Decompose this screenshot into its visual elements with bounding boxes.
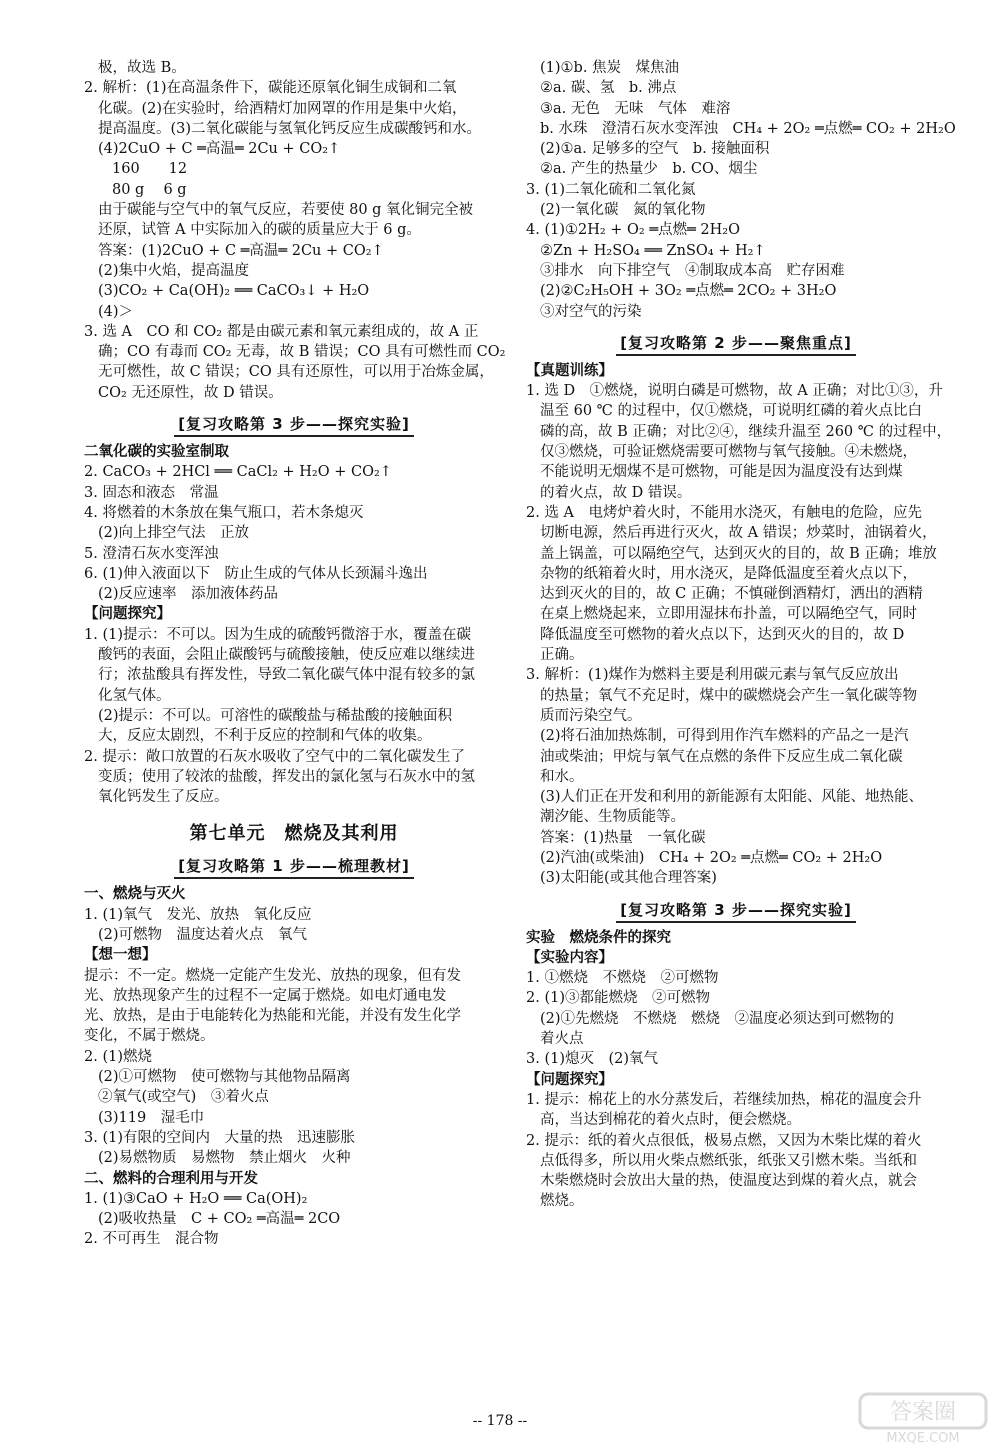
text-line: 1. (1)提示：不可以。因为生成的硫酸钙微溶于水，覆盖在碳 (84, 626, 471, 643)
text-line: 2. 提示：纸的着火点很低，极易点燃，又因为木柴比煤的着火 (526, 1132, 922, 1149)
text-line: ②a. 产生的热量少 b. CO、烟尘 (540, 161, 758, 178)
svg-text:MXQE.COM: MXQE.COM (886, 1431, 960, 1446)
text-line: 切断电源，然后再进行灭火，故 A 错误；炒菜时，油锅着火， (540, 525, 937, 542)
text-line: (2)将石油加热炼制，可得到用作汽车燃料的产品之一是汽 (540, 728, 909, 745)
text-line: 1. 选 D ①燃烧，说明白磷是可燃物，故 A 正确；对比①③，升 (526, 383, 943, 400)
text-line: 1. ①燃烧 不燃烧 ②可燃物 (526, 970, 719, 987)
text-line: (2)汽油(或柴油) CH₄ + 2O₂ ═点燃═ CO₂ + 2H₂O (540, 849, 883, 866)
text-line: 【实验内容】 (526, 949, 613, 966)
text-line: 的热量；氧气不充足时，煤中的碳燃烧会产生一氧化碳等物 (540, 687, 917, 704)
watermark-logo (858, 1390, 990, 1446)
text-line: 变化，不属于燃烧。 (84, 1028, 215, 1045)
text-line: CO₂ 无还原性，故 D 错误。 (98, 384, 283, 401)
text-line: 5. 澄清石灰水变浑浊 (84, 545, 219, 562)
text-line: ③对空气的污染 (540, 303, 642, 320)
text-line: (3)太阳能(或其他合理答案) (540, 870, 717, 887)
text-line: 1. (1)氧气 发光、放热 氧化反应 (84, 906, 312, 923)
text-line: (4)＞ (98, 303, 134, 320)
text-line: 高，当达到棉花的着火点时，便会燃烧。 (540, 1112, 801, 1129)
text-line: (2)①a. 足够多的空气 b. 接触面积 (540, 141, 770, 158)
text-line: 不能说明无烟煤不是可燃物，可能是因为温度没有达到煤 (540, 464, 903, 481)
text-line: (2)一氧化碳 氮的氧化物 (540, 202, 706, 219)
text-line: ③a. 无色 无味 气体 难溶 (540, 100, 731, 117)
text-line: 潮汐能、生物质能等。 (540, 809, 685, 826)
left-column (84, 58, 504, 1250)
text-line: 化碳。(2)在实验时，给酒精灯加网罩的作用是集中火焰， (98, 100, 467, 117)
text-line: (1)①b. 焦炭 煤焦油 (540, 60, 680, 76)
text-line: 2. 选 A 电烤炉着火时，不能用水浇灭，有触电的危险，应先 (526, 504, 923, 521)
text-line: (2)可燃物 温度达着火点 氧气 (98, 926, 308, 943)
text-line: (2)提示：不可以。可溶性的碳酸盐与稀盐酸的接触面积 (98, 707, 453, 724)
text-line: 提高温度。(3)二氧化碳能与氢氧化钙反应生成碳酸钙和水。 (98, 120, 482, 137)
text-line: 提示：不一定。燃烧一定能产生发光、放热的现象，但有发 (84, 967, 461, 984)
text-line: 盖上锅盖，可以隔绝空气，达到灭火的目的，故 B 正确；堆放 (540, 545, 937, 562)
text-line: (3)119 湿毛巾 (98, 1109, 205, 1126)
text-line: (3)CO₂ + Ca(OH)₂ ══ CaCO₃↓ + H₂O (98, 283, 370, 300)
section-heading (526, 332, 946, 353)
text-line: 化氢气体。 (98, 687, 171, 704)
section-heading (526, 899, 946, 920)
text-line: 一、燃烧与灭火 (84, 886, 186, 903)
text-line: 和水。 (540, 768, 584, 785)
text-line: 二、燃料的合理利用与开发 (84, 1170, 258, 1187)
text-line: 降低温度至可燃物的着火点以下，达到灭火的目的，故 D (540, 626, 905, 643)
text-line: 磷的高，故 B 正确；对比②④，继续升温至 260 ℃ 的过程中， (540, 423, 952, 440)
text-line: (3)人们正在开发和利用的新能源有太阳能、风能、地热能、 (540, 789, 924, 806)
text-line: (2)①可燃物 使可燃物与其他物品隔离 (98, 1069, 351, 1086)
text-line: 1. (1)③CaO + H₂O ══ Ca(OH)₂ (84, 1190, 308, 1207)
text-line: 【真题训练】 (526, 362, 613, 379)
text-line: ②a. 碳、氢 b. 沸点 (540, 80, 677, 97)
text-line: ②氧气(或空气) ③着火点 (98, 1089, 269, 1106)
text-line: 答案：(1)2CuO + C ═高温═ 2Cu + CO₂↑ (98, 242, 384, 259)
text-line: 的着火点，故 D 错误。 (540, 484, 692, 501)
text-line: 【想一想】 (84, 947, 157, 964)
text-line: ②Zn + H₂SO₄ ══ ZnSO₄ + H₂↑ (540, 242, 766, 259)
section-heading-text: [复习攻略第 1 步——梳理教材] (174, 857, 414, 879)
text-line: 正确。 (540, 647, 584, 664)
text-line: 着火点 (540, 1031, 584, 1048)
text-line: 答案：(1)热量 一氧化碳 (540, 829, 706, 846)
text-line: 酸钙的表面，会阻止碳酸钙与硫酸接触，使反应难以继续进 (98, 647, 475, 664)
text-line: 实验 燃烧条件的探究 (526, 929, 671, 946)
text-line: 温至 60 ℃ 的过程中，仅①燃烧，可说明红磷的着火点比白 (540, 403, 922, 420)
text-line: 达到灭火的目的，故 C 正确；不慎碰倒酒精灯，洒出的酒精 (540, 586, 923, 603)
text-line: (2)集中火焰，提高温度 (98, 262, 250, 279)
text-line: 在桌上燃烧起来，立即用湿抹布扑盖，可以隔绝空气，同时 (540, 606, 917, 623)
text-line: (4)2CuO + C ═高温═ 2Cu + CO₂↑ (98, 141, 341, 158)
text-line: 二氧化碳的实验室制取 (84, 444, 229, 461)
text-line: 2. (1)③都能燃烧 ②可燃物 (526, 990, 710, 1007)
text-line: 变质；使用了较浓的盐酸，挥发出的氯化氢与石灰水中的氢 (98, 768, 475, 785)
text-line: 光、放热，是由于电能转化为热能和光能，并没有发生化学 (84, 1008, 461, 1025)
section-heading-text: [复习攻略第 3 步——探究实验] (616, 901, 856, 923)
text-line: 3. 解析：(1)煤作为燃料主要是利用碳元素与氧气反应放出 (526, 667, 899, 684)
text-line: 质而污染空气。 (540, 707, 642, 724)
text-line: 3. (1)二氧化硫和二氧化氮 (526, 181, 696, 198)
unit-title: 第七单元 燃烧及其利用 (189, 823, 399, 845)
text-line: 2. (1)燃烧 (84, 1048, 152, 1065)
text-line: 2. 提示：敞口放置的石灰水吸收了空气中的二氧化碳发生了 (84, 748, 465, 765)
text-line: (2)吸收热量 C + CO₂ ═高温═ 2CO (98, 1211, 341, 1228)
text-line: 氧化钙发生了反应。 (98, 789, 229, 806)
text-line: 大，反应太剧烈，不利于反应的控制和气体的收集。 (98, 728, 432, 745)
text-line: 3. 固态和液态 常温 (84, 484, 219, 501)
text-line: 仅③燃烧，可验证燃烧需要可燃物与氧气接触。④未燃烧， (540, 444, 917, 461)
text-line: b. 水珠 澄清石灰水变浑浊 CH₄ + 2O₂ ═点燃═ CO₂ + 2H₂O (540, 120, 956, 137)
text-line: 6. (1)伸入液面以下 防止生成的气体从长颈漏斗逸出 (84, 565, 428, 582)
text-line: 2. 解析：(1)在高温条件下，碳能还原氧化铜生成铜和二氧 (84, 80, 457, 97)
section-heading (84, 413, 504, 434)
text-line: (2)①先燃烧 不燃烧 燃烧 ②温度必须达到可燃物的 (540, 1010, 895, 1027)
text-line: 光、放热现象产生的过程不一定属于燃烧。如电灯通电发 (84, 987, 447, 1004)
text-line: 由于碳能与空气中的氧气反应，若要使 80 g 氧化铜完全被 (98, 202, 474, 219)
text-line: ③排水 向下排空气 ④制取成本高 贮存困难 (540, 262, 845, 279)
text-line: 极，故选 B。 (98, 60, 186, 76)
text-line: 2. CaCO₃ + 2HCl ══ CaCl₂ + H₂O + CO₂↑ (84, 464, 392, 481)
text-line: 还原，试管 A 中实际加入的碳的质量应大于 6 g。 (98, 222, 421, 239)
text-line: 3. (1)熄灭 (2)氧气 (526, 1051, 659, 1068)
text-line: 80 g 6 g (112, 181, 187, 198)
text-line: 3. (1)有限的空间内 大量的热 迅速膨胀 (84, 1129, 355, 1146)
section-heading-text: [复习攻略第 3 步——探究实验] (174, 415, 414, 437)
text-line: 点低得多，所以用火柴点燃纸张，纸张又引燃木柴。当纸和 (540, 1152, 917, 1169)
text-line: (2)②C₂H₅OH + 3O₂ ═点燃═ 2CO₂ + 3H₂O (540, 283, 837, 300)
text-line: 4. 将燃着的木条放在集气瓶口，若木条熄灭 (84, 504, 364, 521)
text-line: 杂物的纸箱着火时，用水浇灭，是降低温度至着火点以下， (540, 565, 917, 582)
section-heading-text: [复习攻略第 2 步——聚焦重点] (616, 334, 856, 356)
page-number: -- 178 -- (472, 1413, 528, 1429)
text-line: 1. 提示：棉花上的水分蒸发后，若继续加热，棉花的温度会升 (526, 1091, 922, 1108)
text-line: (2)易燃物质 易燃物 禁止烟火 火种 (98, 1150, 351, 1167)
right-column (526, 58, 956, 1212)
text-line: 160 12 (112, 161, 188, 178)
text-line: 4. (1)①2H₂ + O₂ ═点燃═ 2H₂O (526, 222, 740, 239)
text-line: 2. 不可再生 混合物 (84, 1231, 219, 1248)
text-line: 【问题探究】 (84, 606, 171, 623)
text-line: 燃烧。 (540, 1193, 584, 1210)
text-line: (2)向上排空气法 正放 (98, 525, 250, 542)
text-line: 确；CO 有毒而 CO₂ 无毒，故 B 错误；CO 具有可燃性而 CO₂ (98, 344, 506, 361)
text-line: (2)反应速率 添加液体药品 (98, 586, 279, 603)
section-heading (84, 855, 504, 876)
text-line: 3. 选 A CO 和 CO₂ 都是由碳元素和氧元素组成的，故 A 正 (84, 323, 479, 340)
text-line: 无可燃性，故 C 错误；CO 具有还原性，可以用于冶炼金属， (98, 364, 494, 381)
text-line: 行；浓盐酸具有挥发性，导致二氧化碳气体中混有较多的氯 (98, 667, 475, 684)
text-line: 【问题探究】 (526, 1071, 613, 1088)
text-line: 油或柴油；甲烷与氧气在点燃的条件下反应生成二氧化碳 (540, 748, 903, 765)
text-line: 木柴燃烧时会放出大量的热，使温度达到煤的着火点，就会 (540, 1173, 917, 1190)
svg-text:答案圈: 答案圈 (889, 1400, 957, 1425)
